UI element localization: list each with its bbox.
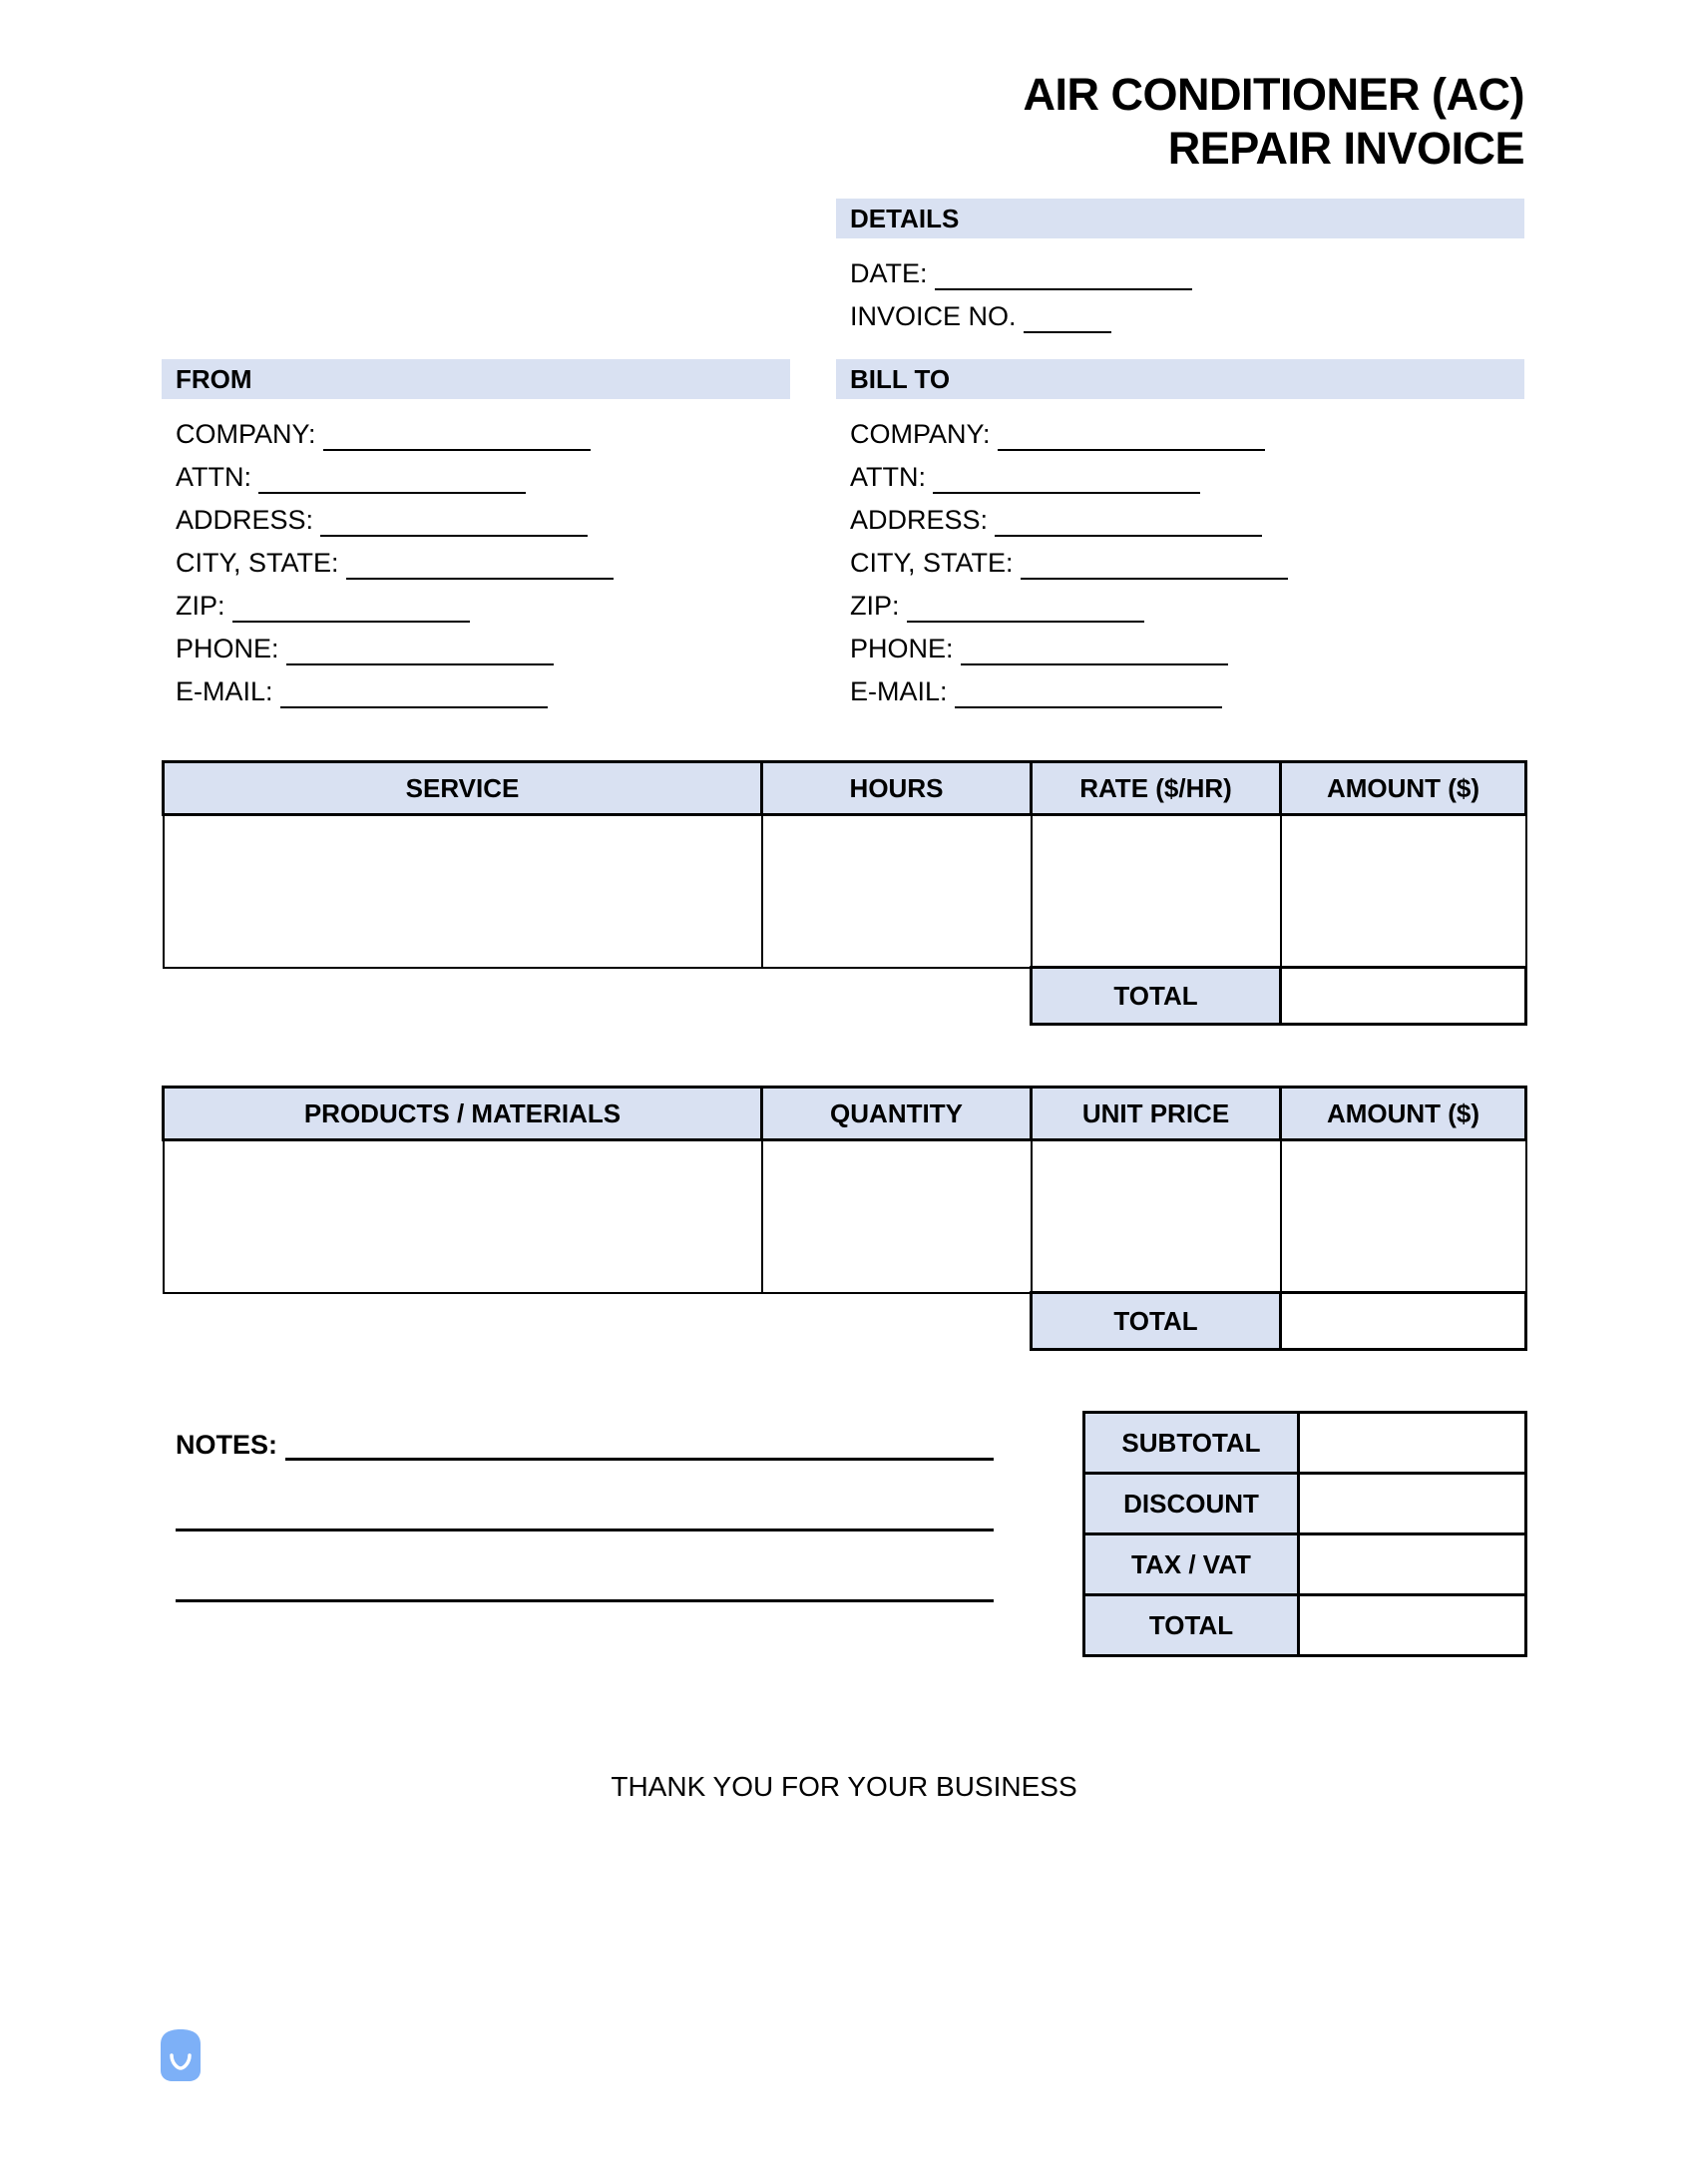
notes-input-line[interactable]: [176, 1531, 994, 1602]
summary-table-body: [1084, 1413, 1526, 1656]
column-header: UNIT PRICE: [1032, 1088, 1281, 1140]
table-row: [164, 1140, 1526, 1293]
field-input-line[interactable]: [280, 676, 548, 708]
title-line-2: REPAIR INVOICE: [1167, 123, 1524, 174]
field-label: ADDRESS:: [176, 505, 314, 535]
field-row: [850, 247, 1528, 290]
from-section-heading: FROM: [162, 359, 790, 399]
smile-bag-logo-icon: [157, 2028, 205, 2083]
column-header: HOURS: [762, 762, 1032, 815]
field-label: DATE:: [850, 258, 928, 288]
service-table: [162, 760, 1527, 1026]
spacer-cell: [164, 1293, 762, 1350]
notes-first-row: [176, 1415, 994, 1461]
table-total-row: [164, 1293, 1526, 1350]
field-input-line[interactable]: [998, 419, 1265, 451]
field-input-line[interactable]: [258, 462, 526, 494]
notes-input-line[interactable]: [176, 1461, 994, 1531]
products-table-body: [164, 1088, 1526, 1350]
field-input-line[interactable]: [935, 258, 1192, 290]
products-table: [162, 1086, 1527, 1351]
notes-block: [176, 1415, 994, 1602]
table-total-row: [164, 968, 1526, 1025]
field-label: ATTN:: [850, 462, 926, 492]
notes-label: NOTES:: [176, 1430, 278, 1460]
field-label: CITY, STATE:: [850, 548, 1014, 578]
column-header: AMOUNT ($): [1281, 762, 1526, 815]
field-row: [176, 494, 814, 537]
field-label: PHONE:: [850, 634, 954, 663]
total-label: TOTAL: [1032, 1293, 1281, 1350]
details-section-heading: DETAILS: [836, 199, 1524, 238]
summary-label: SUBTOTAL: [1084, 1413, 1299, 1474]
field-label: INVOICE NO.: [850, 301, 1017, 331]
column-header: RATE ($/HR): [1032, 762, 1281, 815]
field-row: [176, 451, 814, 494]
summary-row: [1084, 1474, 1526, 1534]
summary-table: [1082, 1411, 1527, 1657]
field-row: [850, 408, 1528, 451]
table-header-row: [164, 762, 1526, 815]
total-label: TOTAL: [1032, 968, 1281, 1025]
summary-value[interactable]: [1299, 1534, 1526, 1595]
table-cell[interactable]: [762, 1140, 1032, 1293]
field-row: [850, 537, 1528, 580]
table-cell[interactable]: [164, 1140, 762, 1293]
summary-row: [1084, 1534, 1526, 1595]
field-row: [850, 580, 1528, 623]
field-label: E-MAIL:: [850, 676, 948, 706]
table-cell[interactable]: [762, 815, 1032, 968]
summary-label: TAX / VAT: [1084, 1534, 1299, 1595]
summary-value[interactable]: [1299, 1413, 1526, 1474]
field-input-line[interactable]: [346, 548, 614, 580]
field-input-line[interactable]: [232, 591, 470, 623]
field-row: [850, 451, 1528, 494]
field-input-line[interactable]: [1021, 548, 1288, 580]
summary-label: DISCOUNT: [1084, 1474, 1299, 1534]
field-label: ZIP:: [850, 591, 900, 621]
column-header: QUANTITY: [762, 1088, 1032, 1140]
field-row: [176, 665, 814, 708]
field-input-line[interactable]: [933, 462, 1200, 494]
details-fields: [850, 247, 1528, 333]
table-row: [164, 815, 1526, 968]
summary-row: [1084, 1413, 1526, 1474]
summary-label: TOTAL: [1084, 1595, 1299, 1656]
field-label: E-MAIL:: [176, 676, 273, 706]
summary-row: [1084, 1595, 1526, 1656]
field-input-line[interactable]: [286, 634, 554, 665]
field-row: [850, 290, 1528, 333]
table-cell[interactable]: [1281, 815, 1526, 968]
spacer-cell: [762, 968, 1032, 1025]
field-label: ADDRESS:: [850, 505, 989, 535]
table-cell[interactable]: [1032, 815, 1281, 968]
service-table-body: [164, 762, 1526, 1025]
column-header: AMOUNT ($): [1281, 1088, 1526, 1140]
billto-fields: [850, 408, 1528, 708]
field-input-line[interactable]: [323, 419, 591, 451]
summary-value[interactable]: [1299, 1474, 1526, 1534]
summary-value[interactable]: [1299, 1595, 1526, 1656]
field-row: [850, 623, 1528, 665]
field-input-line[interactable]: [995, 505, 1262, 537]
field-input-line[interactable]: [907, 591, 1144, 623]
table-header-row: [164, 1088, 1526, 1140]
field-label: PHONE:: [176, 634, 279, 663]
spacer-cell: [164, 968, 762, 1025]
field-row: [850, 494, 1528, 537]
notes-input-line[interactable]: [285, 1426, 994, 1461]
field-label: CITY, STATE:: [176, 548, 339, 578]
total-value[interactable]: [1281, 968, 1526, 1025]
field-label: COMPANY:: [850, 419, 991, 449]
field-row: [176, 580, 814, 623]
field-input-line[interactable]: [320, 505, 588, 537]
field-row: [176, 623, 814, 665]
from-fields: [176, 408, 814, 708]
billto-section-heading: BILL TO: [836, 359, 1524, 399]
field-input-line[interactable]: [955, 676, 1222, 708]
table-cell[interactable]: [164, 815, 762, 968]
field-label: ATTN:: [176, 462, 251, 492]
column-header: SERVICE: [164, 762, 762, 815]
field-row: [850, 665, 1528, 708]
table-cell[interactable]: [1032, 1140, 1281, 1293]
field-row: [176, 408, 814, 451]
title-line-1: AIR CONDITIONER (AC): [1023, 69, 1524, 120]
field-input-line[interactable]: [961, 634, 1228, 665]
thank-you-message: THANK YOU FOR YOUR BUSINESS: [611, 1771, 1077, 1802]
notes-extra-lines: [176, 1461, 994, 1602]
spacer-cell: [762, 1293, 1032, 1350]
field-label: ZIP:: [176, 591, 225, 621]
total-value[interactable]: [1281, 1293, 1526, 1350]
field-row: [176, 537, 814, 580]
field-input-line[interactable]: [1024, 301, 1111, 333]
field-label: COMPANY:: [176, 419, 316, 449]
column-header: PRODUCTS / MATERIALS: [164, 1088, 762, 1140]
page-title: [836, 68, 1524, 176]
table-cell[interactable]: [1281, 1140, 1526, 1293]
